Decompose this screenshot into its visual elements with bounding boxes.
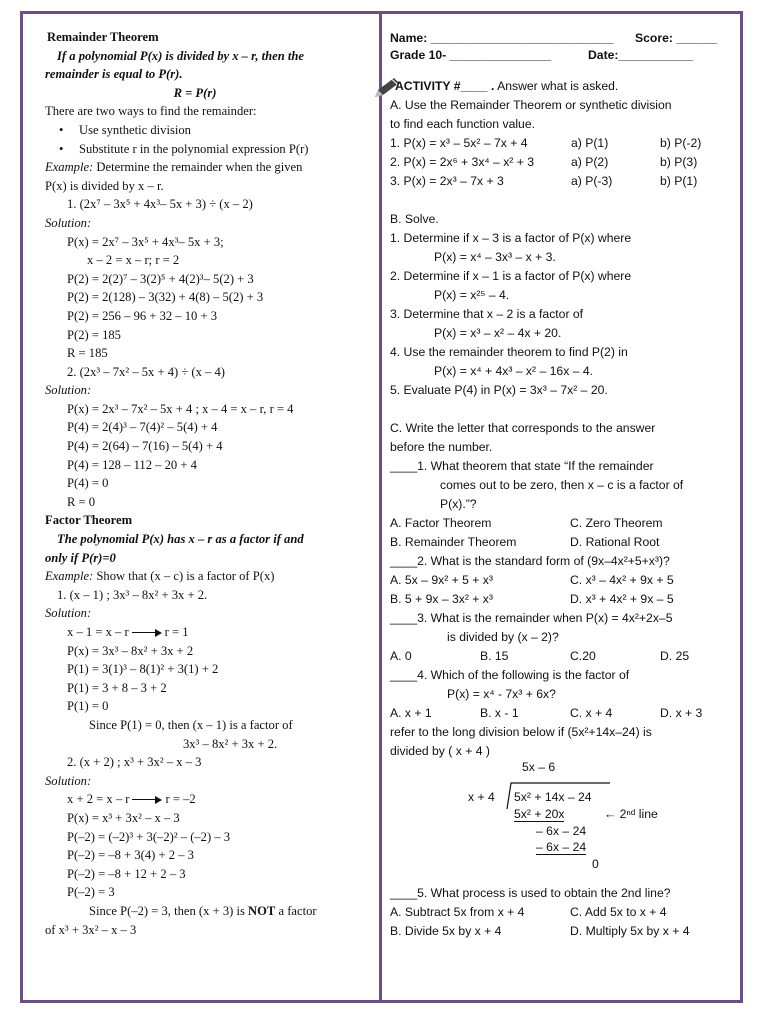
part-b-line: 5. Evaluate P(4) in P(x) = 3x³ – 7x² – 20. (390, 383, 608, 397)
remainder-statement-2: remainder is equal to P(r). (45, 67, 183, 82)
solution-label: Solution: (45, 383, 92, 398)
factor-statement-2: only if P(r)=0 (45, 550, 116, 565)
solution-label: Solution: (45, 215, 92, 230)
ld-remainder-1: – 6x – 24 (536, 824, 587, 838)
activity-header (390, 77, 736, 96)
fex1-problem: 1. (x – 1) ; 3x³ – 8x² + 3x + 2. (57, 587, 208, 602)
factor-theorem-title: Factor Theorem (45, 513, 133, 528)
fex1-conclusion-2: 3x³ – 8x² + 3x + 2. (183, 736, 278, 751)
part-b-line: P(x) = x⁴ – 3x³ – x + 3. (434, 250, 556, 264)
long-division-intro-2: divided by ( x + 4 ) (390, 744, 490, 758)
long-division (468, 760, 688, 876)
option[interactable]: C. Add 5x to x + 4 (570, 905, 667, 919)
c4-options (390, 704, 736, 723)
c3-options (390, 647, 736, 666)
fex2-step: P(–2) = 3 (67, 885, 115, 900)
part-b-line: P(x) = x³ – x² – 4x + 20. (434, 326, 562, 340)
option[interactable]: A. Factor Theorem (390, 516, 492, 530)
example-1-text-2: P(x) is divided by x – r. (45, 178, 164, 193)
c1-options (390, 514, 736, 533)
fex1-first (45, 623, 365, 642)
c3-question: ____3. What is the remainder when P(x) = 4x²+2x–5 (390, 611, 673, 625)
factor-statement-1: The polynomial P(x) has x – r as a factor if and (57, 532, 304, 547)
option[interactable]: D. x + 3 (660, 706, 703, 720)
theorem-notes (45, 28, 365, 939)
a-item-a: a) P(2) (571, 155, 609, 169)
part-b-line: P(x) = x²⁵ – 4. (434, 288, 510, 302)
c4-question: ____4. Which of the following is the factor of (390, 668, 630, 682)
c1-question: ____1. What theorem that state “If the remainder (390, 459, 654, 473)
example-1-text (45, 158, 365, 177)
ex2-problem: 2. (2x³ – 7x² – 5x + 4) ÷ (x – 4) (67, 364, 225, 379)
c1-options (390, 533, 736, 552)
c1-question-3: P(x).”? (440, 497, 477, 511)
option[interactable]: D. Multiply 5x by x + 4 (570, 924, 690, 938)
part-a-instruction: A. Use the Remainder Theorem or synthetic division (390, 98, 672, 112)
name-score-row (390, 30, 736, 47)
fex1-step: P(1) = 3 + 8 – 3 + 2 (67, 680, 167, 695)
example-label: Example: (45, 160, 94, 175)
fex2-step: P(x) = x³ + 3x² – x – 3 (67, 810, 180, 825)
part-b-line: P(x) = x⁴ + 4x³ – x² – 16x – 4. (434, 364, 593, 378)
c5-question: ____5. What process is used to obtain the 2nd line? (390, 886, 671, 900)
fex2-step: P(–2) = –8 + 12 + 2 – 3 (67, 866, 186, 881)
option[interactable]: C. x + 4 (570, 706, 613, 720)
ld-final-remainder: 0 (592, 857, 599, 871)
factor-example-desc: Show that (x – c) is a factor of P(x) (96, 569, 275, 584)
option[interactable]: C. Zero Theorem (570, 516, 663, 530)
fex2-concl-a: Since P(–2) = 3, then (x + 3) is (89, 903, 249, 918)
ld-second-line-label: ← 2ⁿᵈ line (604, 807, 658, 821)
fex2-conclusion-1 (45, 902, 365, 921)
option[interactable]: A. 5x – 9x² + 5 + x³ (390, 573, 493, 587)
part-b-line: 3. Determine that x – 2 is a factor of (390, 307, 584, 321)
factor-example-text (45, 567, 365, 586)
example-label: Example: (45, 569, 94, 584)
c5-options (390, 922, 736, 941)
a-item-question: 2. P(x) = 2x⁶ + 3x⁴ – x² + 3 (390, 155, 535, 169)
option[interactable]: A. Subtract 5x from x + 4 (390, 905, 525, 919)
long-division-intro: refer to the long division below if (5x²+14x–24) is (390, 725, 652, 739)
ex1-step: x – 2 = x – r; r = 2 (87, 253, 180, 268)
option[interactable]: D. x³ + 4x² + 9x – 5 (570, 592, 674, 606)
ld-divisor: x + 4 (468, 790, 495, 804)
fex2-step: P(–2) = –8 + 3(4) + 2 – 3 (67, 848, 194, 863)
fex2-concl-not: NOT (248, 903, 276, 918)
score-field[interactable]: Score: ______ (635, 31, 717, 45)
option[interactable]: B. 15 (480, 649, 509, 663)
solution-label: Solution: (45, 606, 92, 621)
c2-options (390, 571, 736, 590)
part-a-item (390, 153, 736, 172)
option[interactable]: D. 25 (660, 649, 690, 663)
c2-question: ____2. What is the standard form of (9x–4x²+5+x³)? (390, 554, 670, 568)
activity-sheet (390, 30, 736, 761)
fex1-step: P(1) = 0 (67, 699, 109, 714)
option[interactable]: B. Remainder Theorem (390, 535, 517, 549)
remainder-statement-1: If a polynomial P(x) is divided by x – r, then the (57, 48, 304, 63)
fex2-concl-b: a factor (275, 903, 317, 918)
bullet-synthetic: • Use synthetic division (45, 121, 365, 140)
option[interactable]: D. Rational Root (570, 535, 660, 549)
activity-label: ACTIVITY #____ . (395, 79, 495, 93)
ex1-step: R = 185 (67, 346, 108, 361)
part-b-line: 1. Determine if x – 3 is a factor of P(x) where (390, 231, 632, 245)
a-item-b: b) P(3) (660, 155, 698, 169)
ex1-step: P(2) = 185 (67, 327, 121, 342)
grade-field[interactable]: Grade 10- _______________ (390, 48, 552, 62)
arrow-right-icon (132, 629, 162, 637)
part-a-instruction-2: to find each function value. (390, 117, 535, 131)
option[interactable]: C.20 (570, 649, 596, 663)
ld-quotient: 5x – 6 (522, 760, 556, 774)
name-field[interactable]: Name: ___________________________ (390, 31, 614, 45)
two-ways-text: There are two ways to find the remainder: (45, 104, 257, 119)
fex2-first-left: x + 2 = x – r (67, 792, 130, 807)
option[interactable]: A. 0 (390, 649, 412, 663)
part-a-item (390, 172, 736, 191)
date-field[interactable]: Date:___________ (588, 48, 694, 62)
fex1-step: P(1) = 3(1)³ – 8(1)² + 3(1) + 2 (67, 662, 219, 677)
fex1-first-left: x – 1 = x – r (67, 625, 129, 639)
ld-subtract-2: – 6x – 24 (536, 840, 587, 854)
ex1-step: P(2) = 256 – 96 + 32 – 10 + 3 (67, 308, 218, 323)
remainder-theorem-title: Remainder Theorem (47, 30, 159, 44)
fex1-first-right: r = 1 (164, 625, 189, 639)
fex2-conclusion-2: of x³ + 3x² – x – 3 (45, 922, 137, 937)
activity-instruction: Answer what is asked. (494, 79, 619, 93)
a-item-question: 1. P(x) = x³ – 5x² – 7x + 4 (390, 136, 528, 150)
ex1-problem: 1. (2x⁷ – 3x⁵ + 4x³– 5x + 3) ÷ (x – 2) (67, 197, 253, 212)
a-item-b: b) P(1) (660, 174, 698, 188)
ld-dividend: 5x² + 14x – 24 (514, 790, 592, 804)
c5-options (390, 903, 736, 922)
option[interactable]: B. x - 1 (480, 706, 519, 720)
example-text: Determine the remainder when the given (96, 160, 303, 175)
option[interactable]: B. 5 + 9x – 3x² + x³ (390, 592, 493, 606)
ld-subtract-1: 5x² + 20x (514, 807, 565, 821)
ex2-step: P(4) = 0 (67, 476, 109, 491)
ex2-step: P(4) = 2(4)³ – 7(4)² – 5(4) + 4 (67, 420, 218, 435)
option[interactable]: C. x³ – 4x² + 9x + 5 (570, 573, 674, 587)
part-a-item (390, 134, 736, 153)
part-b-title: B. Solve. (390, 212, 439, 226)
fex2-first-right: r = –2 (165, 792, 196, 807)
c1-question-2: comes out to be zero, then x – c is a factor of (440, 478, 684, 492)
a-item-a: a) P(-3) (571, 174, 613, 188)
fex1-step: P(x) = 3x³ – 8x² + 3x + 2 (67, 643, 194, 658)
ex1-step: P(x) = 2x⁷ – 3x⁵ + 4x³– 5x + 3; (67, 234, 224, 249)
c2-options (390, 590, 736, 609)
fex2-step: P(–2) = (–2)³ + 3(–2)² – (–2) – 3 (67, 829, 231, 844)
a-item-b: b) P(-2) (660, 136, 702, 150)
part-c-instruction: C. Write the letter that corresponds to the answer (390, 421, 656, 435)
arrow-right-icon (132, 796, 162, 804)
option[interactable]: A. x + 1 (390, 706, 432, 720)
a-item-a: a) P(1) (571, 136, 609, 150)
part-b-line: 4. Use the remainder theorem to find P(2) in (390, 345, 628, 359)
bullet-substitute: • Substitute r in the polynomial expression P(r) (45, 140, 365, 159)
grade-date-row (390, 47, 736, 64)
fex2-problem: 2. (x + 2) ; x³ + 3x² – x – 3 (67, 755, 202, 770)
ex1-step: P(2) = 2(128) – 3(32) + 4(8) – 5(2) + 3 (67, 290, 264, 305)
fex1-conclusion-1: Since P(1) = 0, then (x – 1) is a factor of (89, 717, 293, 732)
ex1-step: P(2) = 2(2)⁷ – 3(2)⁵ + 4(2)³– 5(2) + 3 (67, 271, 254, 286)
question-5 (390, 884, 736, 941)
fex2-first (45, 790, 365, 809)
c3-question-2: is divided by (x – 2)? (447, 630, 559, 644)
ex2-step: R = 0 (67, 494, 96, 509)
option[interactable]: B. Divide 5x by x + 4 (390, 924, 502, 938)
c4-question-2: P(x) = x⁴ - 7x³ + 6x? (447, 687, 556, 701)
solution-label: Solution: (45, 773, 92, 788)
ex2-step: P(x) = 2x³ – 7x² – 5x + 4 ; x – 4 = x – r, r = 4 (67, 401, 294, 416)
part-b-line: 2. Determine if x – 1 is a factor of P(x) where (390, 269, 632, 283)
remainder-formula: R = P(r) (173, 85, 217, 100)
a-item-question: 3. P(x) = 2x³ – 7x + 3 (390, 174, 504, 188)
ex2-step: P(4) = 2(64) – 7(16) – 5(4) + 4 (67, 439, 223, 454)
part-c-instruction-2: before the number. (390, 440, 493, 454)
ex2-step: P(4) = 128 – 112 – 20 + 4 (67, 457, 197, 472)
